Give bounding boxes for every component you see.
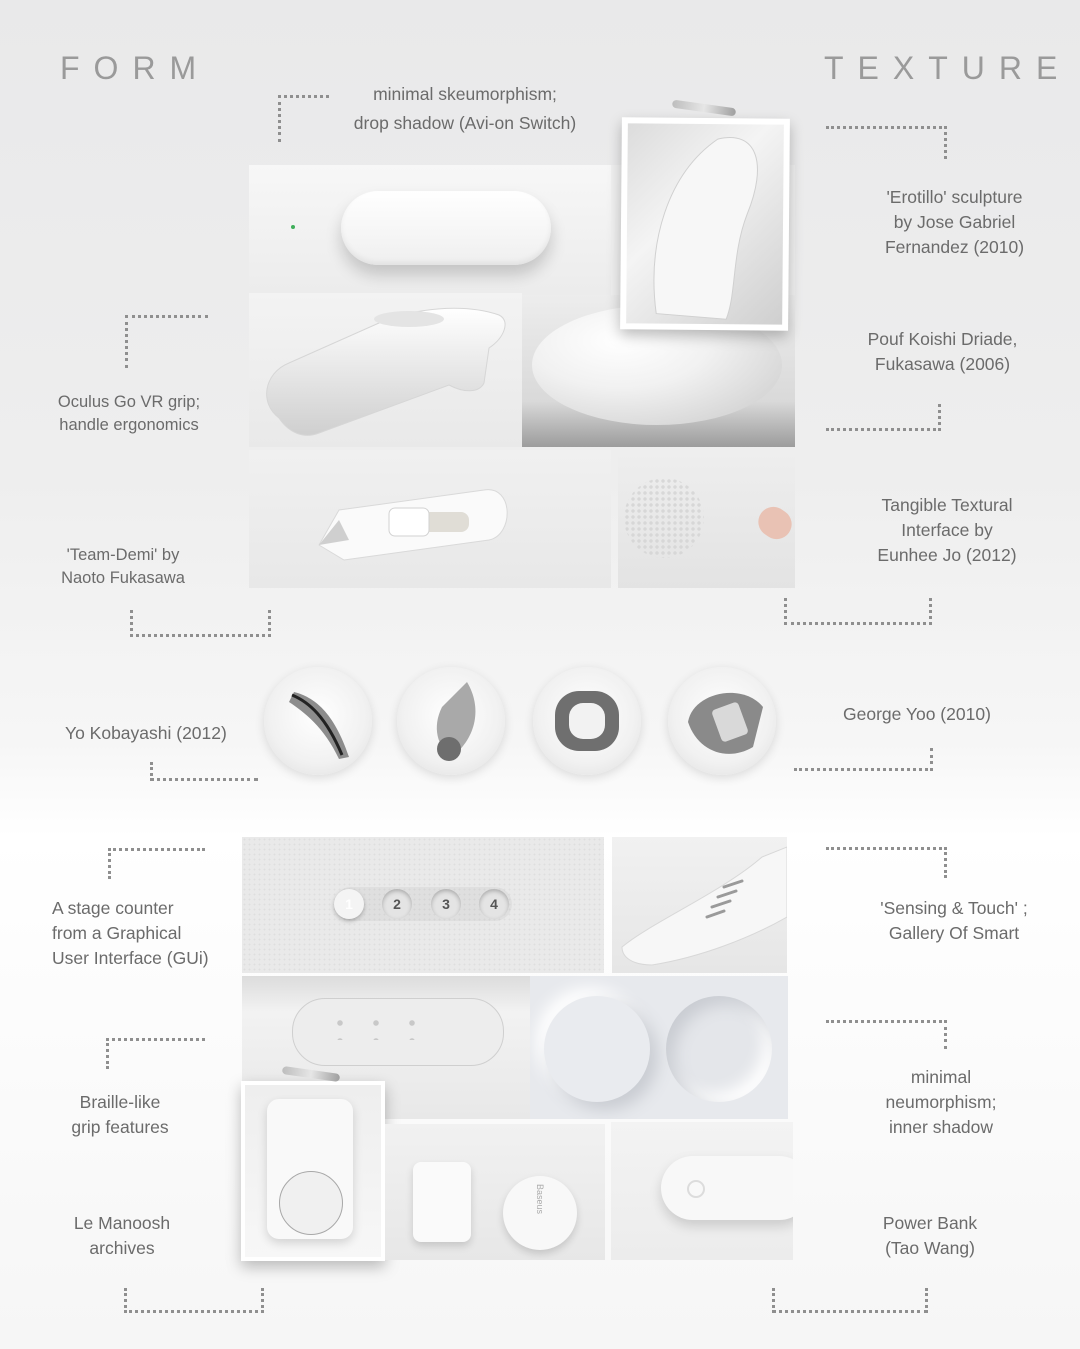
- image-kobayashi-1: [264, 667, 372, 775]
- image-le-manoosh: [241, 1081, 385, 1261]
- connector-team-demi: [130, 610, 271, 637]
- sculpture-shape: [626, 123, 784, 324]
- caption-kobayashi: Yo Kobayashi (2012): [65, 723, 227, 743]
- connector-skeuomorphism: [278, 95, 329, 142]
- connector-oculus: [125, 315, 208, 368]
- connector-manoosh: [124, 1288, 264, 1313]
- sensing-glove-shape: [612, 837, 787, 973]
- braille-dots: [322, 1014, 442, 1040]
- image-avion-switch: [249, 165, 611, 293]
- caption-sensing: 'Sensing & Touch' ; Gallery Of Smart: [880, 898, 1028, 943]
- image-oculus-grip: [249, 293, 522, 447]
- cutter-shape: [249, 450, 611, 588]
- connector-sensing: [826, 847, 947, 878]
- caption-team-demi: 'Team-Demi' by Naoto Fukasawa: [61, 546, 185, 587]
- heading-texture: TEXTURE: [824, 50, 1072, 86]
- switch-led-dot: [291, 225, 295, 229]
- stage-step-4: 4: [479, 889, 509, 919]
- stage-step-1: 1: [334, 889, 364, 919]
- caption-manoosh: Le Manoosh archives: [73, 1213, 171, 1258]
- image-kobayashi-2: [397, 667, 505, 775]
- heading-form: FORM: [60, 50, 211, 86]
- image-team-demi-cutter: [249, 450, 611, 588]
- connector-tangible: [784, 598, 932, 625]
- device-label: Baseus: [535, 1183, 546, 1215]
- caption-skeuomorphism: minimal skeumorphism; drop shadow (Avi-on Switch): [353, 84, 577, 133]
- image-sensing-touch: [612, 837, 787, 973]
- connector-powerbank: [772, 1288, 928, 1313]
- connector-pouf: [826, 404, 941, 431]
- stage-step-2: 2: [382, 889, 412, 919]
- caption-tangible: Tangible Textural Interface by Eunhee Jo (2012): [877, 495, 1017, 565]
- hand-shape: [752, 501, 795, 545]
- power-button-icon: [687, 1180, 705, 1198]
- pin-icon: [672, 100, 736, 117]
- caption-yoo: George Yoo (2010): [843, 704, 991, 724]
- image-erotillo-sculpture: [620, 117, 790, 330]
- image-neumorphism-circles: [530, 976, 788, 1119]
- connector-kobayashi: [150, 762, 258, 781]
- caption-stage-counter: A stage counter from a Graphical User Interface (GUi): [52, 898, 209, 968]
- caption-neumorphism: minimal neumorphism; inner shadow: [885, 1067, 997, 1137]
- connector-braille: [106, 1038, 205, 1069]
- image-stage-counter: [242, 837, 604, 973]
- caption-erotillo: 'Erotillo' sculpture by Jose Gabriel Fernandez (2010): [884, 187, 1025, 257]
- connector-stage-counter: [108, 848, 205, 879]
- image-yoo-1: [533, 667, 641, 775]
- image-yoo-2: [668, 667, 776, 775]
- caption-oculus: Oculus Go VR grip; handle ergonomics: [57, 393, 201, 434]
- image-power-bank: [611, 1122, 793, 1260]
- texture-dots: [624, 478, 704, 558]
- stage-step-3: 3: [431, 889, 461, 919]
- caption-braille: Braille-like grip features: [71, 1092, 169, 1137]
- connector-yoo: [794, 748, 933, 771]
- connector-erotillo: [826, 126, 947, 159]
- caption-pouf: Pouf Koishi Driade, Fukasawa (2006): [867, 329, 1018, 374]
- image-baseus-devices: [385, 1124, 605, 1260]
- image-tangible-interface: [618, 450, 795, 588]
- switch-paddle: [341, 191, 551, 265]
- connector-neumorphism: [826, 1020, 947, 1049]
- oculus-grip-shape: [249, 293, 522, 447]
- caption-powerbank: Power Bank (Tao Wang): [882, 1213, 978, 1258]
